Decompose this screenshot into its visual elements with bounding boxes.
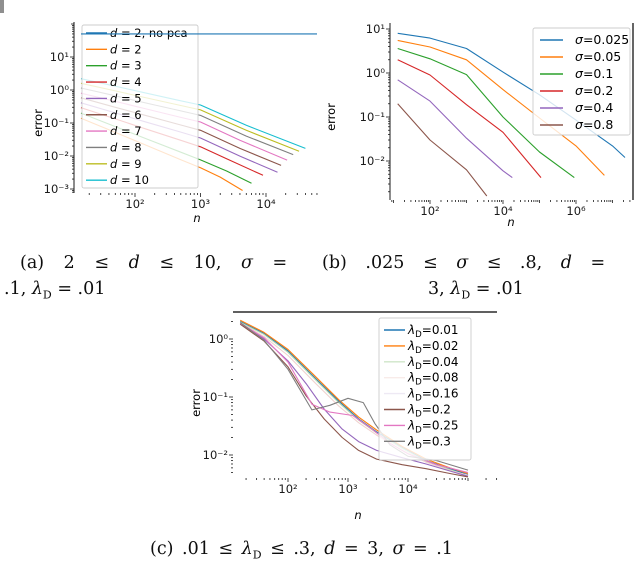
legend-label: σ=0.2 — [575, 83, 614, 98]
y-tick-label: 10⁻² — [359, 154, 385, 168]
y-axis-label: error — [324, 103, 338, 131]
legend-label: d = 4 — [110, 75, 142, 90]
legend-label: $\lambda_D=0.16$ — [408, 386, 459, 404]
y-tick-label: 10⁻¹ — [202, 390, 228, 404]
x-tick-label: 10² — [420, 204, 440, 218]
plot-a — [31, 22, 317, 225]
x-tick-label: 10² — [125, 197, 145, 211]
plot-b-series-5 — [398, 104, 487, 196]
y-tick-label: 10⁻² — [202, 448, 228, 462]
x-tick-label: 10⁴ — [256, 197, 276, 211]
legend-label: σ=0.1 — [575, 66, 614, 81]
caption-b-line1: (b) .025 ≤ σ ≤ .8, d = — [322, 253, 606, 273]
x-axis-label: n — [193, 211, 201, 225]
legend-label: d = 3 — [110, 58, 142, 73]
legend-label: $\lambda_D=0.2$ — [408, 402, 451, 420]
legend-label: d = 8 — [110, 140, 142, 155]
legend-label: $\lambda_D=0.3$ — [408, 434, 451, 452]
y-tick-label: 10⁰ — [365, 66, 385, 80]
caption-a-line2: .1, $\lambda_D = .01$ — [4, 279, 106, 302]
plot-c — [189, 312, 497, 522]
legend-label: d = 9 — [110, 156, 142, 171]
legend-label: $\lambda_D=0.08$ — [408, 370, 459, 388]
plot-b-legend — [533, 28, 630, 135]
y-tick-label: 10¹ — [365, 22, 385, 36]
x-axis-label: n — [507, 215, 515, 229]
plot-b — [324, 22, 633, 229]
legend-label: d = 2 — [110, 42, 142, 57]
y-axis-label: error — [189, 389, 203, 417]
legend-label: d = 2, no pca — [110, 26, 188, 40]
legend-label: d = 7 — [110, 124, 142, 139]
legend-label: σ=0.8 — [575, 117, 614, 132]
caption-c-line1: (c) $.01 \le \lambda_D \le .3$, d = 3, σ = .1 — [150, 539, 453, 562]
legend-label: d = 5 — [110, 91, 142, 106]
x-tick-label: 10² — [278, 482, 298, 496]
y-tick-label: 10⁰ — [49, 83, 69, 97]
legend-label: $\lambda_D=0.02$ — [408, 338, 459, 356]
legend-label: σ=0.025 — [575, 32, 630, 47]
legend-label: $\lambda_D=0.04$ — [408, 354, 459, 372]
plot-c-legend — [379, 318, 471, 460]
y-tick-label: 10⁻² — [43, 149, 69, 163]
legend-label: σ=0.4 — [575, 100, 614, 115]
plot-b-series-4 — [398, 80, 513, 178]
y-tick-label: 10⁻¹ — [43, 116, 69, 130]
y-tick-label: 10⁻¹ — [359, 110, 385, 124]
y-tick-label: 10⁰ — [208, 332, 228, 346]
legend-label: σ=0.05 — [575, 49, 622, 64]
plot-a-legend — [82, 25, 198, 188]
y-tick-label: 10¹ — [49, 50, 69, 64]
y-tick-label: 10⁻³ — [43, 182, 69, 196]
x-tick-label: 10³ — [338, 482, 358, 496]
caption-a-line1: (a) 2 ≤ d ≤ 10, σ = — [20, 253, 288, 273]
x-axis-label: n — [354, 508, 362, 522]
x-tick-label: 10³ — [190, 197, 211, 211]
x-tick-label: 10⁴ — [398, 482, 418, 496]
caption-b-line2: 3, $\lambda_D = .01$ — [428, 279, 524, 302]
y-axis-label: error — [31, 109, 45, 137]
x-tick-label: 10⁶ — [566, 204, 586, 218]
legend-label: $\lambda_D=0.01$ — [408, 323, 459, 340]
x-tick-label: 10⁴ — [493, 204, 513, 218]
legend-label: $\lambda_D=0.25$ — [408, 418, 459, 436]
legend-label: d = 6 — [110, 107, 142, 122]
legend-label: d = 10 — [110, 173, 149, 188]
